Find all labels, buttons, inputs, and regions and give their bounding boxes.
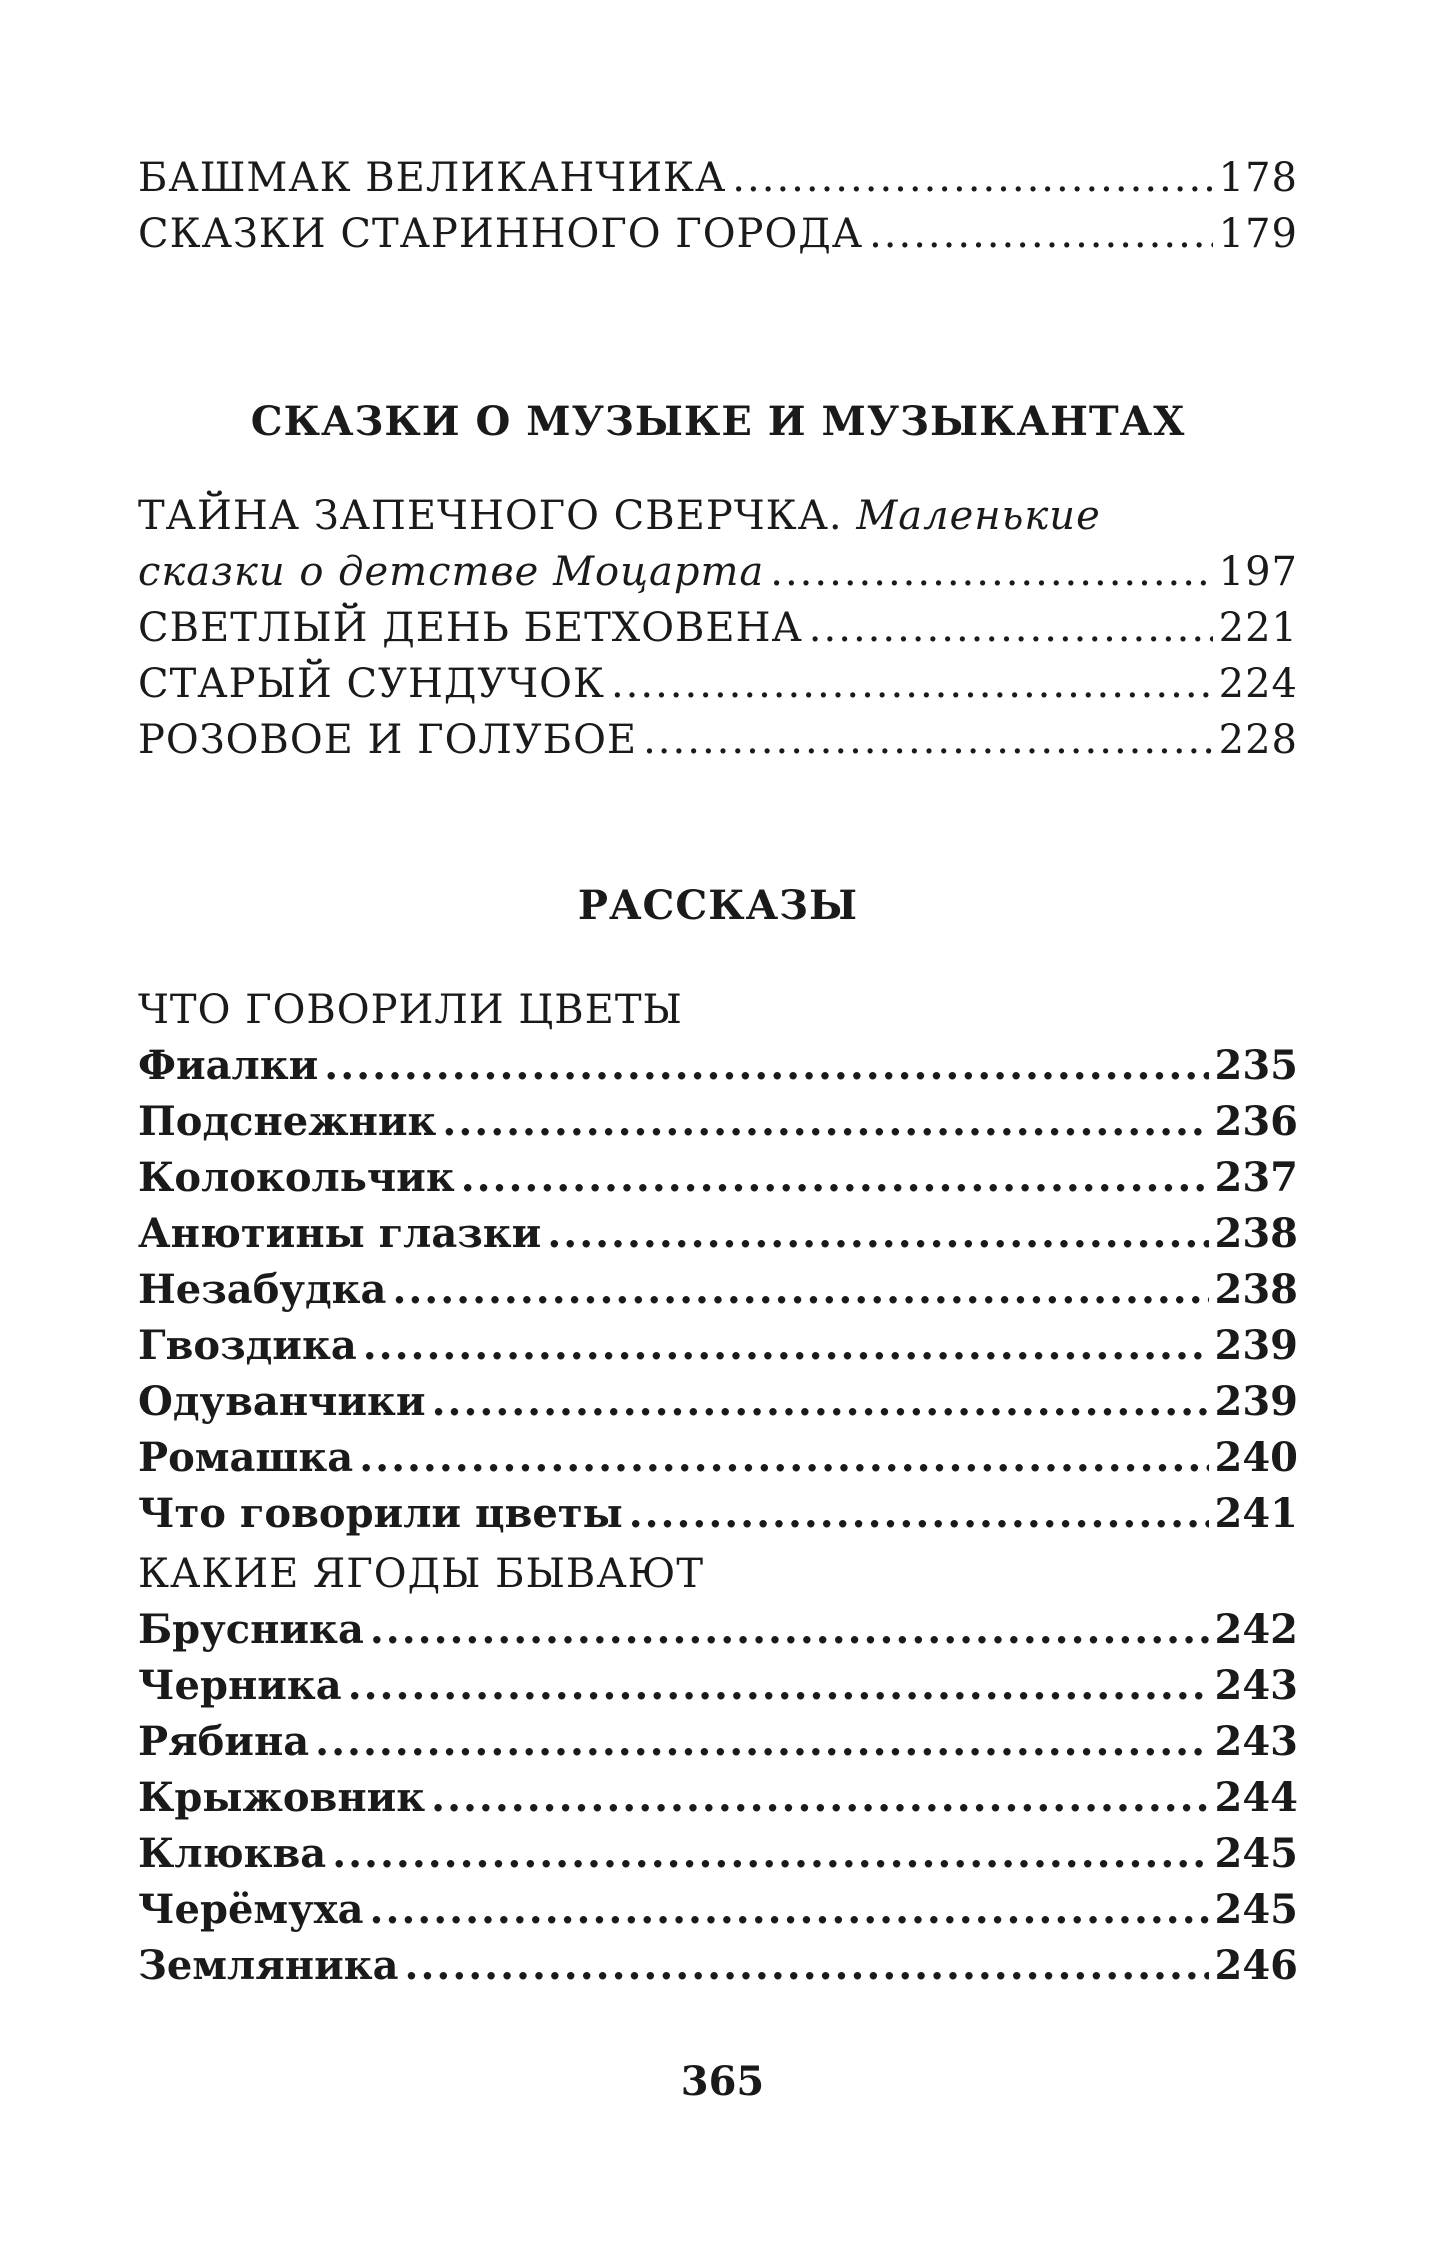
dot-leader <box>869 206 1213 262</box>
toc-entry-page: 243 <box>1214 1718 1298 1765</box>
toc-entry-title: Колокольчик <box>138 1154 455 1201</box>
dot-leader <box>405 1938 1209 1994</box>
dot-leader <box>392 1262 1208 1318</box>
toc-entry[interactable] <box>138 1430 1298 1486</box>
page-number: 365 <box>680 2058 765 2105</box>
toc-entry[interactable] <box>138 712 1298 768</box>
toc-entry[interactable] <box>138 1206 1298 1262</box>
toc-entry-page: 236 <box>1214 1098 1298 1145</box>
toc-entry[interactable] <box>138 544 1298 600</box>
toc-entry[interactable] <box>138 1602 1298 1658</box>
toc-entry-subtitle: Маленькие <box>856 493 1101 539</box>
section-title-music: СКАЗКИ О МУЗЫКЕ И МУЗЫКАНТАХ <box>250 398 1186 445</box>
toc-entry-title: СКАЗКИ СТАРИННОГО ГОРОДА <box>138 211 864 257</box>
toc-entry-title: ТАЙНА ЗАПЕЧНОГО СВЕРЧКА. <box>138 493 843 539</box>
toc-entry-title: Рябина <box>138 1718 310 1765</box>
toc-entry-title: Гвоздика <box>138 1322 357 1369</box>
toc-entry[interactable] <box>138 150 1298 206</box>
toc-entry-page: 243 <box>1214 1662 1298 1709</box>
toc-entry-page: 244 <box>1214 1774 1298 1821</box>
toc-entry-title: Клюква <box>138 1830 327 1877</box>
toc-entry-page: 179 <box>1218 211 1298 257</box>
toc-entry[interactable] <box>138 1486 1298 1542</box>
toc-entry[interactable] <box>138 1770 1298 1826</box>
toc-entry-first-line[interactable] <box>138 488 1298 544</box>
dot-leader <box>370 1602 1209 1658</box>
toc-entry-title: Брусника <box>138 1606 364 1653</box>
toc-entry-page: 238 <box>1214 1266 1298 1313</box>
dot-leader <box>629 1486 1209 1542</box>
dot-leader <box>461 1150 1209 1206</box>
dot-leader <box>547 1206 1208 1262</box>
dot-leader <box>431 1770 1208 1826</box>
dot-leader <box>770 544 1212 600</box>
toc-entry-title: Черника <box>138 1662 342 1709</box>
toc-entry-page: 241 <box>1214 1490 1298 1537</box>
toc-entry[interactable] <box>138 1262 1298 1318</box>
toc-list-flowers <box>138 1038 1298 1542</box>
toc-entry[interactable] <box>138 1318 1298 1374</box>
toc-entry-page: 245 <box>1214 1830 1298 1877</box>
dot-leader <box>324 1038 1208 1094</box>
toc-entry-title: Крыжовник <box>138 1774 426 1821</box>
toc-entry[interactable] <box>138 1374 1298 1430</box>
toc-entry-page: 178 <box>1218 155 1298 201</box>
toc-entry-title: Незабудка <box>138 1266 387 1313</box>
toc-entry[interactable] <box>138 1714 1298 1770</box>
dot-leader <box>442 1094 1208 1150</box>
toc-entry-title: Земляника <box>138 1942 399 1989</box>
toc-entry[interactable] <box>138 656 1298 712</box>
group-title-flowers: ЧТО ГОВОРИЛИ ЦВЕТЫ <box>138 987 683 1033</box>
toc-entry-title: Одуванчики <box>138 1378 426 1425</box>
toc-entry-page: 246 <box>1214 1942 1298 1989</box>
dot-leader <box>359 1430 1208 1486</box>
dot-leader <box>732 150 1212 206</box>
dot-leader <box>348 1658 1209 1714</box>
dot-leader <box>643 712 1213 768</box>
toc-entry-title: Анютины глазки <box>138 1210 542 1257</box>
dot-leader <box>809 600 1213 656</box>
toc-entry[interactable] <box>138 600 1298 656</box>
toc-entry-title: Что говорили цветы <box>138 1490 623 1537</box>
toc-entry[interactable] <box>138 206 1298 262</box>
toc-entry-page: 235 <box>1214 1042 1298 1089</box>
dot-leader <box>332 1826 1208 1882</box>
section-title-stories: РАССКАЗЫ <box>577 882 859 929</box>
toc-entry-title: БАШМАК ВЕЛИКАНЧИКА <box>138 155 727 201</box>
toc-entry-title: Подснежник <box>138 1098 437 1145</box>
toc-entry-title: Черёмуха <box>138 1886 364 1933</box>
toc-entry-page: 197 <box>1218 549 1298 595</box>
dot-leader <box>432 1374 1209 1430</box>
dot-leader <box>363 1318 1209 1374</box>
toc-entry-page: 239 <box>1214 1322 1298 1369</box>
toc-entry[interactable] <box>138 1038 1298 1094</box>
toc-entry-page: 221 <box>1218 605 1298 651</box>
toc-entry[interactable] <box>138 1826 1298 1882</box>
group-title-berries: КАКИЕ ЯГОДЫ БЫВАЮТ <box>138 1551 705 1597</box>
toc-list-berries <box>138 1602 1298 1994</box>
toc-entry-title: Фиалки <box>138 1042 319 1089</box>
toc-entry[interactable] <box>138 1882 1298 1938</box>
toc-entry-title: Ромашка <box>138 1434 354 1481</box>
toc-entry-page: 228 <box>1218 717 1298 763</box>
toc-entry[interactable] <box>138 1094 1298 1150</box>
toc-entry-title: СВЕТЛЫЙ ДЕНЬ БЕТХОВЕНА <box>138 605 803 651</box>
toc-entry-page: 245 <box>1214 1886 1298 1933</box>
dot-leader <box>315 1714 1208 1770</box>
toc-entry[interactable] <box>138 1150 1298 1206</box>
toc-entry[interactable] <box>138 1938 1298 1994</box>
dot-leader <box>370 1882 1209 1938</box>
toc-entry-subtitle: сказки о детстве Моцарта <box>138 549 765 595</box>
toc-entry-title: РОЗОВОЕ И ГОЛУБОЕ <box>138 717 638 763</box>
toc-entry-page: 224 <box>1218 661 1298 707</box>
toc-entry-title: СТАРЫЙ СУНДУЧОК <box>138 661 605 707</box>
toc-entry-page: 240 <box>1214 1434 1298 1481</box>
toc-entry[interactable] <box>138 1658 1298 1714</box>
toc-entry-page: 238 <box>1214 1210 1298 1257</box>
toc-entry-page: 239 <box>1214 1378 1298 1425</box>
table-of-contents <box>138 150 1298 1994</box>
dot-leader <box>611 656 1213 712</box>
toc-entry-page: 242 <box>1214 1606 1298 1653</box>
toc-entry-page: 237 <box>1214 1154 1298 1201</box>
toc-group-top <box>138 150 1298 262</box>
